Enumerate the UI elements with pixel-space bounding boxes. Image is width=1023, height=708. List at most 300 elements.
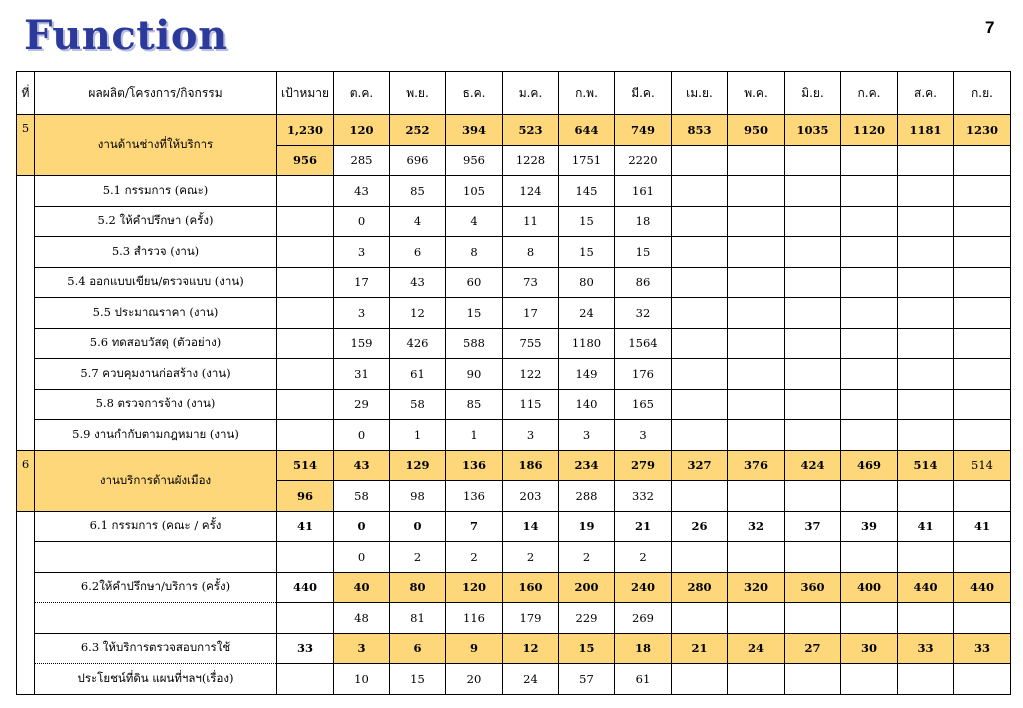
month-value-cell: 0 (390, 511, 446, 542)
sub-item-label-line2: ประโยชน์ที่ดิน แผนที่ฯลฯ(เรื่อง) (35, 664, 277, 695)
month-value-cell: 129 (390, 450, 446, 481)
month-value-cell (954, 237, 1011, 268)
sub-item-actual-row (17, 664, 1011, 695)
month-value-cell: 33 (954, 633, 1011, 664)
month-value-cell: 136 (446, 450, 503, 481)
section-row (17, 450, 1011, 481)
month-value-cell (672, 176, 728, 207)
sub-item-label: 5.7 ควบคุมงานก่อสร้าง (งาน) (35, 359, 277, 390)
header-row (17, 72, 1011, 115)
month-value-cell (841, 420, 898, 451)
month-value-cell: 33 (898, 633, 954, 664)
month-value-cell (785, 420, 841, 451)
month-value-cell: 11 (503, 206, 559, 237)
month-value-cell: 140 (559, 389, 615, 420)
month-value-cell: 159 (334, 328, 390, 359)
target-cell (277, 206, 334, 237)
target-cell (277, 267, 334, 298)
month-value-cell: 1181 (898, 115, 954, 146)
month-value-cell (785, 542, 841, 573)
month-value-cell: 279 (615, 450, 672, 481)
month-value-cell: 588 (446, 328, 503, 359)
month-value-cell: 6 (390, 237, 446, 268)
month-value-cell: 58 (334, 481, 390, 512)
month-value-cell: 43 (334, 176, 390, 207)
month-value-cell: 950 (728, 115, 785, 146)
month-value-cell (785, 664, 841, 695)
sub-item-label: 5.4 ออกแบบเขียน/ตรวจแบบ (งาน) (35, 267, 277, 298)
month-value-cell: 1228 (503, 145, 559, 176)
month-value-cell: 15 (559, 237, 615, 268)
month-value-cell: 240 (615, 572, 672, 603)
page-title: Function (24, 12, 228, 59)
month-value-cell: 124 (503, 176, 559, 207)
month-value-cell: 285 (334, 145, 390, 176)
month-value-cell (954, 481, 1011, 512)
month-value-cell: 176 (615, 359, 672, 390)
month-value-cell (785, 389, 841, 420)
month-value-cell (728, 298, 785, 329)
month-value-cell: 1180 (559, 328, 615, 359)
month-value-cell: 20 (446, 664, 503, 695)
month-value-cell (785, 145, 841, 176)
month-value-cell (672, 389, 728, 420)
month-value-cell: 0 (334, 542, 390, 573)
month-value-cell: 234 (559, 450, 615, 481)
month-value-cell (841, 206, 898, 237)
month-value-cell: 440 (898, 572, 954, 603)
month-value-cell (785, 603, 841, 634)
month-value-cell: 149 (559, 359, 615, 390)
month-value-cell: 2 (503, 542, 559, 573)
sub-item-label: 5.3 สำรวจ (งาน) (35, 237, 277, 268)
sub-item-label: 5.2 ให้คำปรึกษา (ครั้ง) (35, 206, 277, 237)
month-value-cell: 9 (446, 633, 503, 664)
month-value-cell: 1751 (559, 145, 615, 176)
month-value-cell (954, 145, 1011, 176)
blank-no-cell (17, 511, 35, 694)
month-value-cell: 360 (785, 572, 841, 603)
month-value-cell: 0 (334, 206, 390, 237)
target-cell (277, 176, 334, 207)
month-value-cell: 280 (672, 572, 728, 603)
month-value-cell: 2 (615, 542, 672, 573)
month-value-cell: 21 (672, 633, 728, 664)
month-value-cell (898, 603, 954, 634)
month-value-cell: 145 (559, 176, 615, 207)
month-value-cell: 1120 (841, 115, 898, 146)
month-value-cell: 229 (559, 603, 615, 634)
month-value-cell: 200 (559, 572, 615, 603)
section-number: 6 (17, 450, 35, 511)
header-month: ก.พ. (559, 72, 615, 115)
header-month: ก.ค. (841, 72, 898, 115)
month-value-cell (954, 176, 1011, 207)
month-value-cell: 186 (503, 450, 559, 481)
sub-item-row (17, 420, 1011, 451)
month-value-cell: 2 (446, 542, 503, 573)
month-value-cell: 31 (334, 359, 390, 390)
month-value-cell (672, 603, 728, 634)
target-cell (277, 603, 334, 634)
month-value-cell (954, 389, 1011, 420)
month-value-cell (785, 267, 841, 298)
month-value-cell: 18 (615, 633, 672, 664)
month-value-cell: 3 (334, 298, 390, 329)
month-value-cell (672, 481, 728, 512)
month-value-cell: 523 (503, 115, 559, 146)
label-blank-cell (35, 542, 277, 573)
target-cell (277, 359, 334, 390)
month-value-cell (898, 176, 954, 207)
month-value-cell (672, 267, 728, 298)
month-value-cell: 85 (446, 389, 503, 420)
sub-item-label: 5.9 งานกำกับตามกฎหมาย (งาน) (35, 420, 277, 451)
month-value-cell: 165 (615, 389, 672, 420)
month-value-cell (785, 298, 841, 329)
month-value-cell (728, 145, 785, 176)
month-value-cell: 41 (898, 511, 954, 542)
month-value-cell (841, 603, 898, 634)
month-value-cell (841, 176, 898, 207)
target-cell: 514 (277, 450, 334, 481)
month-value-cell (728, 176, 785, 207)
month-value-cell: 85 (390, 176, 446, 207)
month-value-cell: 514 (898, 450, 954, 481)
month-value-cell (898, 389, 954, 420)
month-value-cell (954, 328, 1011, 359)
section-name: งานด้านช่างที่ให้บริการ (35, 115, 277, 176)
target-cell (277, 389, 334, 420)
month-value-cell: 57 (559, 664, 615, 695)
month-value-cell (728, 664, 785, 695)
month-value-cell: 755 (503, 328, 559, 359)
month-value-cell: 288 (559, 481, 615, 512)
month-value-cell (898, 481, 954, 512)
month-value-cell (672, 298, 728, 329)
month-value-cell: 8 (446, 237, 503, 268)
month-value-cell: 332 (615, 481, 672, 512)
header-month: พ.ย. (390, 72, 446, 115)
month-value-cell (841, 359, 898, 390)
month-value-cell (728, 389, 785, 420)
target-cell: 96 (277, 481, 334, 512)
target-cell: 440 (277, 572, 334, 603)
month-value-cell: 116 (446, 603, 503, 634)
month-value-cell: 14 (503, 511, 559, 542)
month-value-cell (841, 389, 898, 420)
month-value-cell: 39 (841, 511, 898, 542)
month-value-cell: 376 (728, 450, 785, 481)
month-value-cell (672, 145, 728, 176)
month-value-cell: 17 (334, 267, 390, 298)
month-value-cell (954, 420, 1011, 451)
month-value-cell: 136 (446, 481, 503, 512)
month-value-cell (785, 237, 841, 268)
month-value-cell: 10 (334, 664, 390, 695)
month-value-cell (728, 420, 785, 451)
blank-no-cell (17, 176, 35, 451)
month-value-cell (898, 542, 954, 573)
target-cell: 1,230 (277, 115, 334, 146)
month-value-cell: 252 (390, 115, 446, 146)
month-value-cell (841, 267, 898, 298)
month-value-cell: 7 (446, 511, 503, 542)
month-value-cell: 3 (334, 237, 390, 268)
month-value-cell (785, 206, 841, 237)
month-value-cell: 3 (503, 420, 559, 451)
month-value-cell (898, 420, 954, 451)
month-value-cell (728, 542, 785, 573)
section-number: 5 (17, 115, 35, 176)
header-month: ก.ย. (954, 72, 1011, 115)
month-value-cell: 15 (559, 206, 615, 237)
sub-item-row (17, 359, 1011, 390)
month-value-cell (898, 664, 954, 695)
label-blank-cell (35, 603, 277, 634)
month-value-cell: 1 (390, 420, 446, 451)
month-value-cell: 24 (728, 633, 785, 664)
month-value-cell: 203 (503, 481, 559, 512)
month-value-cell: 73 (503, 267, 559, 298)
month-value-cell (728, 328, 785, 359)
sub-item-actual-row (17, 542, 1011, 573)
month-value-cell (841, 481, 898, 512)
month-value-cell (672, 206, 728, 237)
month-value-cell (728, 481, 785, 512)
sub-item-row (17, 328, 1011, 359)
month-value-cell: 160 (503, 572, 559, 603)
month-value-cell: 98 (390, 481, 446, 512)
target-cell (277, 664, 334, 695)
month-value-cell: 19 (559, 511, 615, 542)
month-value-cell: 120 (334, 115, 390, 146)
month-value-cell: 32 (615, 298, 672, 329)
month-value-cell (841, 237, 898, 268)
month-value-cell: 48 (334, 603, 390, 634)
sub-item-row (17, 206, 1011, 237)
month-value-cell (672, 420, 728, 451)
section-row (17, 115, 1011, 146)
month-value-cell (728, 603, 785, 634)
month-value-cell: 8 (503, 237, 559, 268)
month-value-cell: 1 (446, 420, 503, 451)
header-month: พ.ค. (728, 72, 785, 115)
month-value-cell: 32 (728, 511, 785, 542)
month-value-cell: 81 (390, 603, 446, 634)
sub-item-label: 5.8 ตรวจการจ้าง (งาน) (35, 389, 277, 420)
month-value-cell (898, 298, 954, 329)
month-value-cell (785, 359, 841, 390)
target-cell (277, 237, 334, 268)
target-cell: 41 (277, 511, 334, 542)
month-value-cell: 29 (334, 389, 390, 420)
month-value-cell (841, 145, 898, 176)
month-value-cell: 3 (615, 420, 672, 451)
month-value-cell: 3 (334, 633, 390, 664)
month-value-cell: 853 (672, 115, 728, 146)
month-value-cell: 105 (446, 176, 503, 207)
month-value-cell: 161 (615, 176, 672, 207)
month-value-cell: 90 (446, 359, 503, 390)
header-month: ธ.ค. (446, 72, 503, 115)
sub-item-label: 6.1 กรรมการ (คณะ / ครั้ง (35, 511, 277, 542)
month-value-cell: 469 (841, 450, 898, 481)
month-value-cell (954, 664, 1011, 695)
month-value-cell: 3 (559, 420, 615, 451)
month-value-cell (898, 359, 954, 390)
target-cell (277, 298, 334, 329)
month-value-cell (841, 328, 898, 359)
month-value-cell (672, 664, 728, 695)
month-value-cell: 15 (446, 298, 503, 329)
month-value-cell: 6 (390, 633, 446, 664)
month-value-cell: 122 (503, 359, 559, 390)
month-value-cell: 400 (841, 572, 898, 603)
month-value-cell: 12 (503, 633, 559, 664)
month-value-cell: 30 (841, 633, 898, 664)
month-value-cell (728, 206, 785, 237)
header-month: ม.ค. (503, 72, 559, 115)
month-value-cell: 15 (390, 664, 446, 695)
month-value-cell: 40 (334, 572, 390, 603)
sub-item-row (17, 298, 1011, 329)
month-value-cell: 12 (390, 298, 446, 329)
month-value-cell: 24 (503, 664, 559, 695)
month-value-cell (954, 542, 1011, 573)
month-value-cell: 394 (446, 115, 503, 146)
month-value-cell: 424 (785, 450, 841, 481)
header-month: มี.ค. (615, 72, 672, 115)
header-month: ต.ค. (334, 72, 390, 115)
target-cell: 33 (277, 633, 334, 664)
month-value-cell (672, 237, 728, 268)
month-value-cell: 1035 (785, 115, 841, 146)
month-value-cell (785, 328, 841, 359)
sub-item-row (17, 237, 1011, 268)
month-value-cell: 17 (503, 298, 559, 329)
header-month: ส.ค. (898, 72, 954, 115)
header-month: เม.ย. (672, 72, 728, 115)
month-value-cell: 60 (446, 267, 503, 298)
month-value-cell: 426 (390, 328, 446, 359)
month-value-cell: 2 (559, 542, 615, 573)
sub-item-label: 5.5 ประมาณราคา (งาน) (35, 298, 277, 329)
month-value-cell (898, 237, 954, 268)
month-value-cell: 956 (446, 145, 503, 176)
month-value-cell (841, 298, 898, 329)
month-value-cell: 43 (334, 450, 390, 481)
month-value-cell: 18 (615, 206, 672, 237)
month-value-cell: 0 (334, 420, 390, 451)
sub-item-label: 5.1 กรรมการ (คณะ) (35, 176, 277, 207)
target-cell (277, 328, 334, 359)
sub-item-label: 6.3 ให้บริการตรวจสอบการใช้ (35, 633, 277, 664)
header-no: ที่ (17, 72, 35, 115)
sub-item-row (17, 572, 1011, 603)
month-value-cell: 21 (615, 511, 672, 542)
sub-item-row (17, 389, 1011, 420)
month-value-cell: 4 (390, 206, 446, 237)
month-value-cell: 15 (559, 633, 615, 664)
month-value-cell (954, 298, 1011, 329)
target-cell (277, 420, 334, 451)
month-value-cell: 37 (785, 511, 841, 542)
month-value-cell (672, 542, 728, 573)
header-project: ผลผลิต/โครงการ/กิจกรรม (35, 72, 277, 115)
month-value-cell (954, 603, 1011, 634)
month-value-cell (898, 206, 954, 237)
month-value-cell: 696 (390, 145, 446, 176)
month-value-cell (954, 206, 1011, 237)
month-value-cell: 2220 (615, 145, 672, 176)
month-value-cell: 86 (615, 267, 672, 298)
month-value-cell: 440 (954, 572, 1011, 603)
month-value-cell (898, 328, 954, 359)
month-value-cell (954, 267, 1011, 298)
month-value-cell: 41 (954, 511, 1011, 542)
month-value-cell (898, 145, 954, 176)
month-value-cell: 24 (559, 298, 615, 329)
month-value-cell: 58 (390, 389, 446, 420)
month-value-cell (785, 176, 841, 207)
month-value-cell (672, 328, 728, 359)
sub-item-label: 5.6 ทดสอบวัสดุ (ตัวอย่าง) (35, 328, 277, 359)
month-value-cell (728, 267, 785, 298)
page-number: 7 (985, 18, 995, 37)
month-value-cell: 43 (390, 267, 446, 298)
month-value-cell (672, 359, 728, 390)
sub-item-row (17, 633, 1011, 664)
section-name: งานบริการด้านผังเมือง (35, 450, 277, 511)
month-value-cell (728, 359, 785, 390)
target-cell (277, 542, 334, 573)
month-value-cell: 644 (559, 115, 615, 146)
month-value-cell: 0 (334, 511, 390, 542)
month-value-cell: 27 (785, 633, 841, 664)
sub-item-row (17, 176, 1011, 207)
month-value-cell (785, 481, 841, 512)
sub-item-actual-row (17, 603, 1011, 634)
header-target: เป้าหมาย (277, 72, 334, 115)
sub-item-row (17, 511, 1011, 542)
month-value-cell: 26 (672, 511, 728, 542)
month-value-cell (898, 267, 954, 298)
work-progress-table (16, 71, 1011, 695)
month-value-cell: 269 (615, 603, 672, 634)
sub-item-label: 6.2ให้คำปรึกษา/บริการ (ครั้ง) (35, 572, 277, 603)
month-value-cell: 1230 (954, 115, 1011, 146)
month-value-cell: 80 (390, 572, 446, 603)
month-value-cell (841, 542, 898, 573)
month-value-cell: 2 (390, 542, 446, 573)
target-cell: 956 (277, 145, 334, 176)
month-value-cell: 4 (446, 206, 503, 237)
month-value-cell (728, 237, 785, 268)
month-value-cell (954, 359, 1011, 390)
month-value-cell: 179 (503, 603, 559, 634)
month-value-cell: 320 (728, 572, 785, 603)
sub-item-row (17, 267, 1011, 298)
month-value-cell: 120 (446, 572, 503, 603)
month-value-cell: 1564 (615, 328, 672, 359)
month-value-cell: 749 (615, 115, 672, 146)
month-value-cell: 80 (559, 267, 615, 298)
header-month: มิ.ย. (785, 72, 841, 115)
month-value-cell: 15 (615, 237, 672, 268)
month-value-cell: 61 (615, 664, 672, 695)
month-value-cell: 514 (954, 450, 1011, 481)
